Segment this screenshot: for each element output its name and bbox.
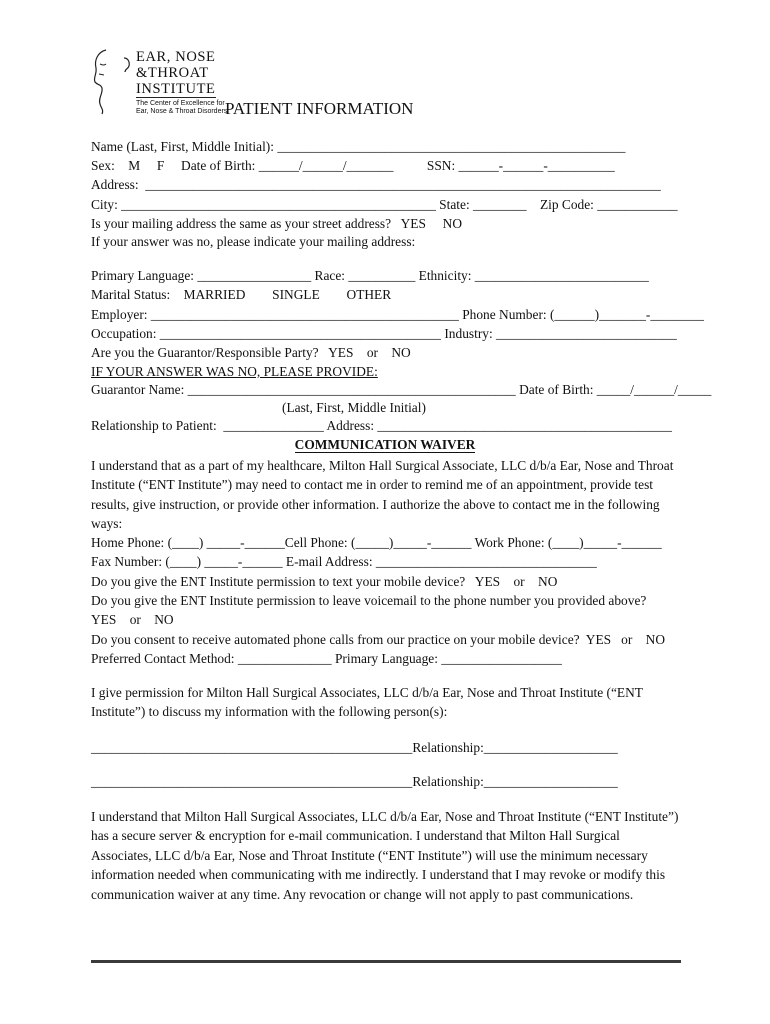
logo-tagline-2: Ear, Nose & Throat Disorders: [136, 108, 228, 115]
logo-line-1: EAR, NOSE: [136, 49, 216, 65]
relationship-field[interactable]: Relationship to Patient: _______________ Address: ____________________________________________: [91, 418, 672, 433]
phone-numbers-field[interactable]: Home Phone: (____) _____-______Cell Phone: (_____)_____-______ Work Phone: (____)_____-______: [91, 535, 662, 550]
preferred-contact-field[interactable]: Preferred Contact Method: ______________ Primary Language: __________________: [91, 651, 562, 666]
fax-email-field[interactable]: Fax Number: (____) _____-______ E-mail Address: _________________________________: [91, 554, 597, 569]
automated-calls-question[interactable]: Do you consent to receive automated phone calls from our practice on your mobile device? YES or NO: [91, 632, 666, 647]
name-field[interactable]: Name (Last, First, Middle Initial): ____________________________________________________: [91, 139, 626, 154]
city-state-zip-field[interactable]: City: _______________________________________________ State: ________ Zip Code: ____________: [91, 197, 678, 212]
logo-line-3: INSTITUTE: [136, 81, 216, 97]
guarantor-name-hint: (Last, First, Middle Initial): [282, 400, 426, 415]
logo-tagline-1: The Center of Excellence for: [136, 100, 225, 107]
permission-paragraph: I give permission for Milton Hall Surgical Associates, LLC d/b/a Ear, Nose and Throat Institute (“ENT Institute”) to discuss my information with the following person(s):: [91, 685, 643, 720]
guarantor-instruction: IF YOUR ANSWER WAS NO, PLEASE PROVIDE:: [91, 364, 378, 379]
ent-institute-logo: [86, 44, 226, 120]
communication-waiver-heading-text: COMMUNICATION WAIVER: [294, 437, 476, 452]
language-race-ethnicity-field[interactable]: Primary Language: _________________ Race: __________ Ethnicity: __________________________: [91, 268, 649, 283]
mailing-address-instruction: If your answer was no, please indicate your mailing address:: [91, 234, 416, 249]
address-field[interactable]: Address: _____________________________________________________________________________: [91, 177, 661, 192]
text-permission-question[interactable]: Do you give the ENT Institute permission to text your mobile device? YES or NO: [91, 574, 558, 589]
face-profile-icon: [86, 44, 134, 120]
logo-line-2: &THROAT: [136, 65, 209, 81]
sex-dob-ssn-field[interactable]: Sex: M F Date of Birth: ______/______/_______ SSN: ______-______-__________: [91, 158, 615, 173]
voicemail-permission-answer[interactable]: YES or NO: [91, 612, 174, 627]
footer-divider: [91, 960, 681, 963]
page-title: PATIENT INFORMATION: [225, 99, 414, 118]
guarantor-question[interactable]: Are you the Guarantor/Responsible Party? YES or NO: [91, 345, 411, 360]
communication-waiver-heading: [91, 437, 679, 453]
guarantor-name-field[interactable]: Guarantor Name: _________________________________________________ Date of Birth: _____/______/_____: [91, 382, 712, 397]
marital-status-field[interactable]: Marital Status: MARRIED SINGLE OTHER: [91, 287, 392, 302]
employer-field[interactable]: Employer: ______________________________________________ Phone Number: (______)_______-________: [91, 307, 704, 322]
voicemail-permission-question: Do you give the ENT Institute permission to leave voicemail to the phone number you provided above?: [91, 593, 647, 608]
authorized-person-1-field[interactable]: ________________________________________________Relationship:____________________: [91, 740, 618, 755]
occupation-field[interactable]: Occupation: __________________________________________ Industry: ___________________________: [91, 326, 677, 341]
authorized-person-2-field[interactable]: ________________________________________________Relationship:____________________: [91, 774, 618, 789]
waiver-intro: I understand that as a part of my healthcare, Milton Hall Surgical Associate, LLC d/b/a Ear, Nose and Throat Institute (“ENT Institute”) may need to contact me in order to remind me of an appointment, provide test results, give instruction, or provide other information. I authorize the above to contact me in the following ways:: [91, 458, 674, 532]
closing-paragraph: I understand that Milton Hall Surgical Associates, LLC d/b/a Ear, Nose and Throat Institute (“ENT Institute”) has a secure server & encryption for e-mail communication. I understand that Milton Hall Surgical Associates, LLC d/b/a Ear, Nose and Throat Institute (“ENT Institute”) will use the minimum necessary information needed when communicating with me indirectly. I understand that I may revoke or modify this communication waiver at any time. Any revocation or change will not apply to past communications.: [91, 809, 679, 902]
mailing-same-question[interactable]: Is your mailing address the same as your street address? YES NO: [91, 216, 463, 231]
